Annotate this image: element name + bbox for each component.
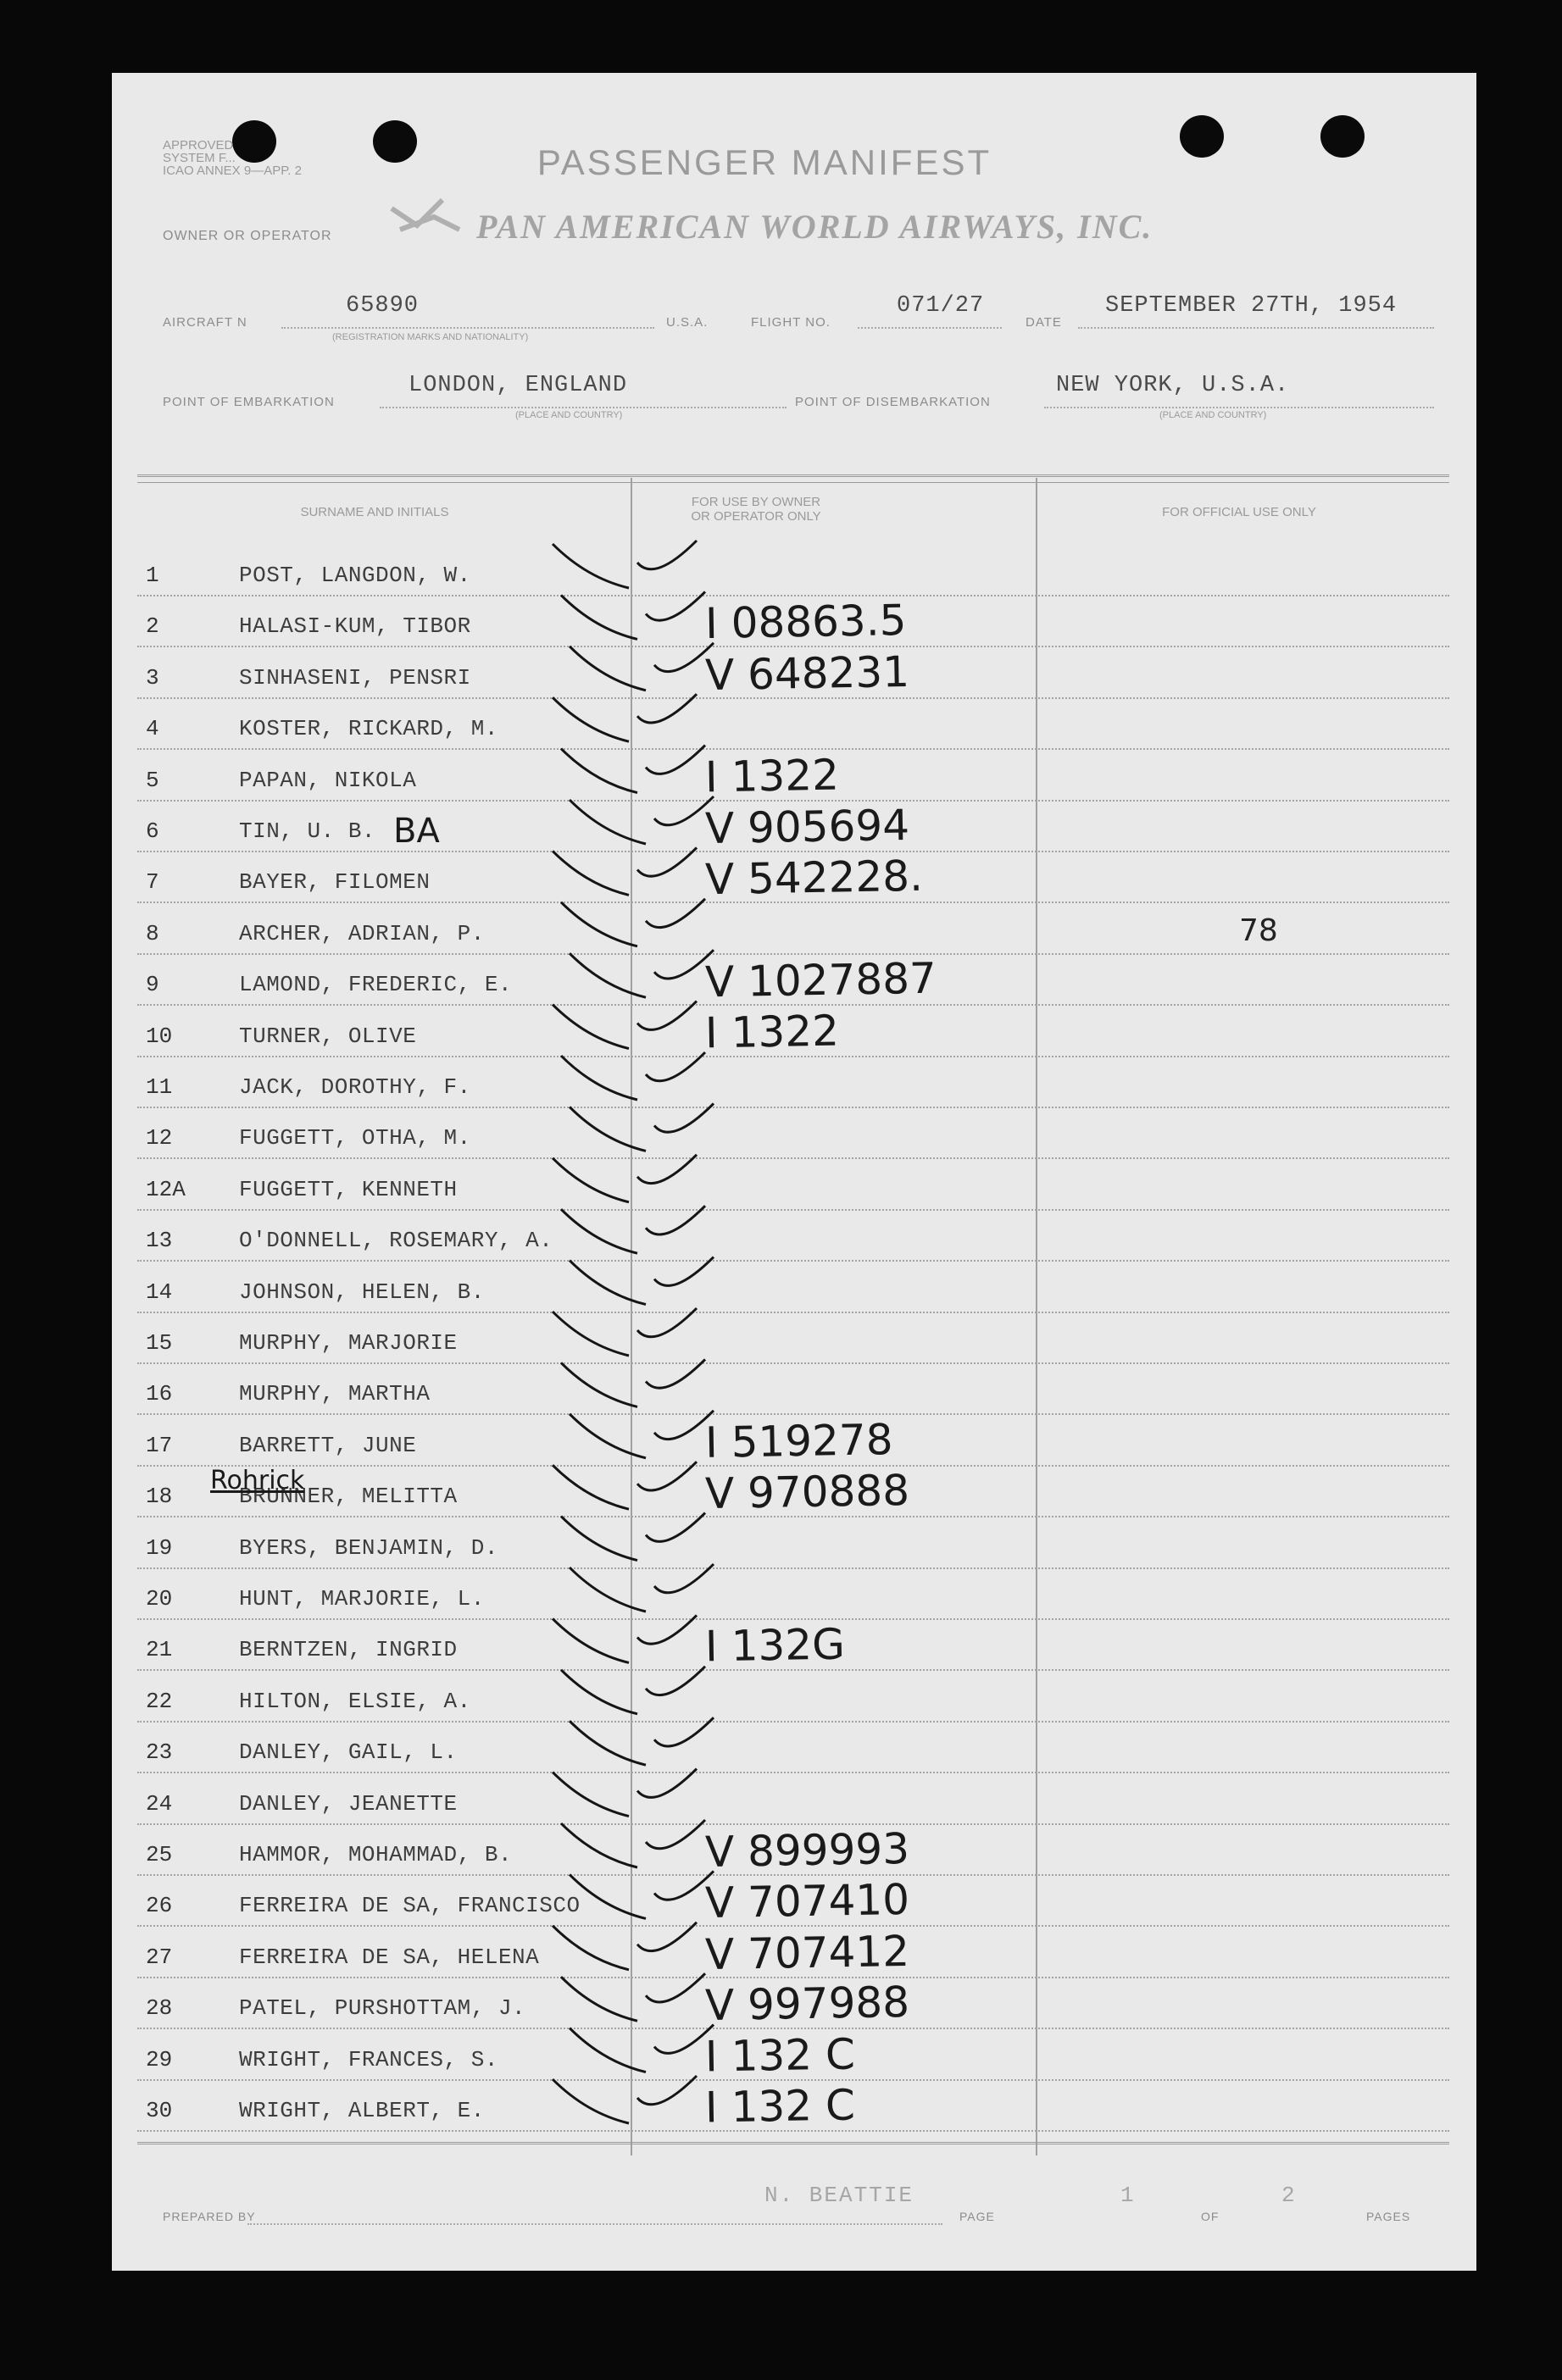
flight-value: 071/27 [897,293,985,319]
row-number: 19 [146,1534,173,1561]
operator-entry: I 132G [704,1619,846,1672]
table-row [137,1517,1449,1569]
passenger-name: WRIGHT, FRANCES, S. [239,2046,498,2072]
passenger-name: HILTON, ELSIE, A. [239,1688,471,1714]
row-number: 2 [146,613,159,640]
table-row [137,1414,1449,1467]
passenger-name: FERREIRA DE SA, FRANCISCO [239,1893,581,1919]
operator-entry: V 1027887 [704,953,937,1007]
page-number: 1 [1120,2183,1134,2208]
passenger-name: DANLEY, JEANETTE [239,1790,458,1817]
operator-entry: V 905694 [704,800,910,854]
operator-entry: I 519278 [704,1414,894,1467]
usa-label: U.S.A. [666,315,709,330]
official-entry: 78 [1239,913,1278,948]
row-number: 20 [146,1586,173,1612]
table-row [137,1261,1449,1313]
row-number: 22 [146,1688,173,1714]
row-number: 24 [146,1790,173,1817]
operator-entry: V 970888 [704,1466,910,1519]
table-row [137,1567,1449,1620]
operator-entry: V 707412 [704,1926,910,1979]
row-number: 7 [146,869,159,896]
passenger-name: PAPAN, NIKOLA [239,767,417,793]
flight-label: FLIGHT NO. [751,315,831,330]
passenger-name: MURPHY, MARTHA [239,1381,431,1407]
row-number: 14 [146,1279,173,1305]
table-row [137,2028,1449,2081]
embark-sub: (PLACE AND COUNTRY) [515,410,623,420]
table-row [137,1721,1449,1773]
approval-block: APPROVED SYSTEM F... ICAO ANNEX 9—APP. 2 [163,138,302,178]
table-row [137,1362,1449,1415]
table-top-rule [137,474,1449,483]
row-number: 12A [146,1176,186,1202]
handwritten-initials: BA [393,812,440,851]
table-row [137,749,1449,802]
disembark-sub: (PLACE AND COUNTRY) [1159,410,1267,420]
disembark-underline [1044,407,1434,408]
aircraft-underline [281,327,654,329]
passenger-name: O'DONNELL, ROSEMARY, A. [239,1228,553,1254]
table-row [137,1312,1449,1364]
table-row [137,2079,1449,2132]
passenger-name: FUGGETT, KENNETH [239,1176,458,1202]
table-row [137,646,1449,699]
passenger-name: HAMMOR, MOHAMMAD, B. [239,1842,513,1867]
table-row [137,902,1449,955]
row-number: 4 [146,716,159,742]
passenger-name: ARCHER, ADRIAN, P. [239,920,485,946]
embark-value: LONDON, ENGLAND [409,373,628,398]
embark-label: POINT OF EMBARKATION [163,395,335,409]
operator-entry: I 132 C [704,2029,856,2082]
table-row [137,697,1449,750]
table-row [137,1209,1449,1262]
passenger-name: HALASI-KUM, TIBOR [239,613,471,640]
pages-label: PAGES [1366,2210,1411,2223]
passenger-name: BAYER, FILOMEN [239,869,431,896]
row-number: 15 [146,1330,173,1356]
passenger-name: MURPHY, MARJORIE [239,1330,458,1356]
operator-entry: I 08863.5 [704,596,907,649]
aircraft-label: AIRCRAFT N [163,315,247,330]
operator-entry: V 542228. [704,852,924,905]
col-header-name: SURNAME AND INITIALS [300,505,449,519]
page-title: PASSENGER MANIFEST [536,142,992,182]
manifest-sheet [112,73,1476,2271]
table-row [137,1874,1449,1927]
passenger-name: HUNT, MARJORIE, L. [239,1586,485,1612]
row-number: 30 [146,2098,173,2123]
passenger-name: JOHNSON, HELEN, B. [239,1279,485,1305]
operator-entry: V 899993 [704,1823,910,1878]
prepared-underline [247,2223,942,2225]
passenger-name: DANLEY, GAIL, L. [239,1739,458,1766]
date-underline [1078,327,1434,329]
passenger-name: TURNER, OLIVE [239,1023,417,1049]
row-number: 28 [146,1995,173,2022]
table-row [137,1618,1449,1671]
col-header-official: FOR OFFICIAL USE ONLY [1162,505,1316,519]
passenger-name: BARRETT, JUNE [239,1432,417,1458]
row-number: 29 [146,2046,173,2072]
operator-name: PAN AMERICAN WORLD AIRWAYS, INC. [476,208,1153,246]
handwritten-correction: Rohrick [210,1466,305,1495]
row-number: 21 [146,1637,173,1663]
row-number: 3 [146,664,159,691]
passenger-name: PATEL, PURSHOTTAM, J. [239,1995,526,2022]
passenger-name: TIN, U. B. [239,818,376,844]
row-number: 9 [146,972,159,998]
row-number: 6 [146,818,159,844]
operator-entry: I 132 C [704,2080,856,2133]
table-row [137,1977,1449,2029]
prepared-by-value: N. BEATTIE [764,2183,914,2208]
row-number: 1 [146,563,159,588]
operator-entry: V 648231 [704,646,910,700]
passenger-name: BERNTZEN, INGRID [239,1637,458,1663]
airline-logo-icon [383,191,468,242]
operator-entry: V 997988 [704,1978,910,2031]
of-label: OF [1201,2210,1220,2223]
owner-label: OWNER OR OPERATOR [163,229,332,243]
table-row [137,1465,1449,1517]
operator-entry: I 1322 [704,750,840,802]
row-number: 17 [146,1432,173,1458]
date-label: DATE [1026,315,1062,330]
aircraft-value: 65890 [346,293,420,319]
punch-hole [1320,115,1365,158]
row-number: 18 [146,1484,173,1510]
passenger-name: KOSTER, RICKARD, M. [239,716,498,742]
punch-hole [1180,115,1224,158]
table-row [137,953,1449,1006]
passenger-name: BRUNNER, MELITTA [239,1484,458,1510]
passenger-name: SINHASENI, PENSRI [239,664,471,691]
row-number: 27 [146,1944,173,1970]
passenger-name: JACK, DOROTHY, F. [239,1074,471,1100]
table-row [137,1926,1449,1978]
operator-entry: I 1322 [704,1006,840,1057]
aircraft-sub: (REGISTRATION MARKS AND NATIONALITY) [332,332,529,342]
disembark-label: POINT OF DISEMBARKATION [795,395,991,409]
date-value: SEPTEMBER 27TH, 1954 [1105,293,1398,319]
row-number: 23 [146,1739,173,1766]
row-number: 10 [146,1023,173,1049]
embark-underline [380,407,787,408]
table-bottom-rule [137,2142,1449,2150]
prepared-label: PREPARED BY [163,2210,256,2223]
row-number: 13 [146,1228,173,1254]
table-row [137,851,1449,903]
table-row [137,800,1449,852]
row-number: 25 [146,1842,173,1867]
row-number: 11 [146,1074,173,1100]
row-number: 12 [146,1125,173,1151]
disembark-value: NEW YORK, U.S.A. [1056,373,1290,398]
table-row [137,595,1449,647]
flight-underline [858,327,1002,329]
table-row [137,1823,1449,1876]
page-total: 2 [1281,2183,1295,2208]
passenger-name: WRIGHT, ALBERT, E. [239,2098,485,2123]
punch-hole [373,120,417,163]
table-row [137,1107,1449,1159]
table-row [137,1158,1449,1211]
table-row [137,1670,1449,1723]
col-header-operator: FOR USE BY OWNER OR OPERATOR ONLY [691,495,821,524]
table-row [137,1773,1449,1825]
table-row [137,1005,1449,1057]
passenger-name: FERREIRA DE SA, HELENA [239,1944,540,1970]
passenger-name: LAMOND, FREDERIC, E. [239,972,513,998]
row-number: 8 [146,920,159,946]
passenger-name: FUGGETT, OTHA, M. [239,1125,471,1151]
passenger-name: BYERS, BENJAMIN, D. [239,1534,498,1561]
page-label: PAGE [959,2210,995,2223]
passenger-name: POST, LANGDON, W. [239,563,471,588]
operator-entry: V 707410 [704,1875,910,1928]
table-row [137,544,1449,596]
row-number: 26 [146,1893,173,1919]
table-row [137,1056,1449,1108]
row-number: 16 [146,1381,173,1407]
row-number: 5 [146,767,159,793]
